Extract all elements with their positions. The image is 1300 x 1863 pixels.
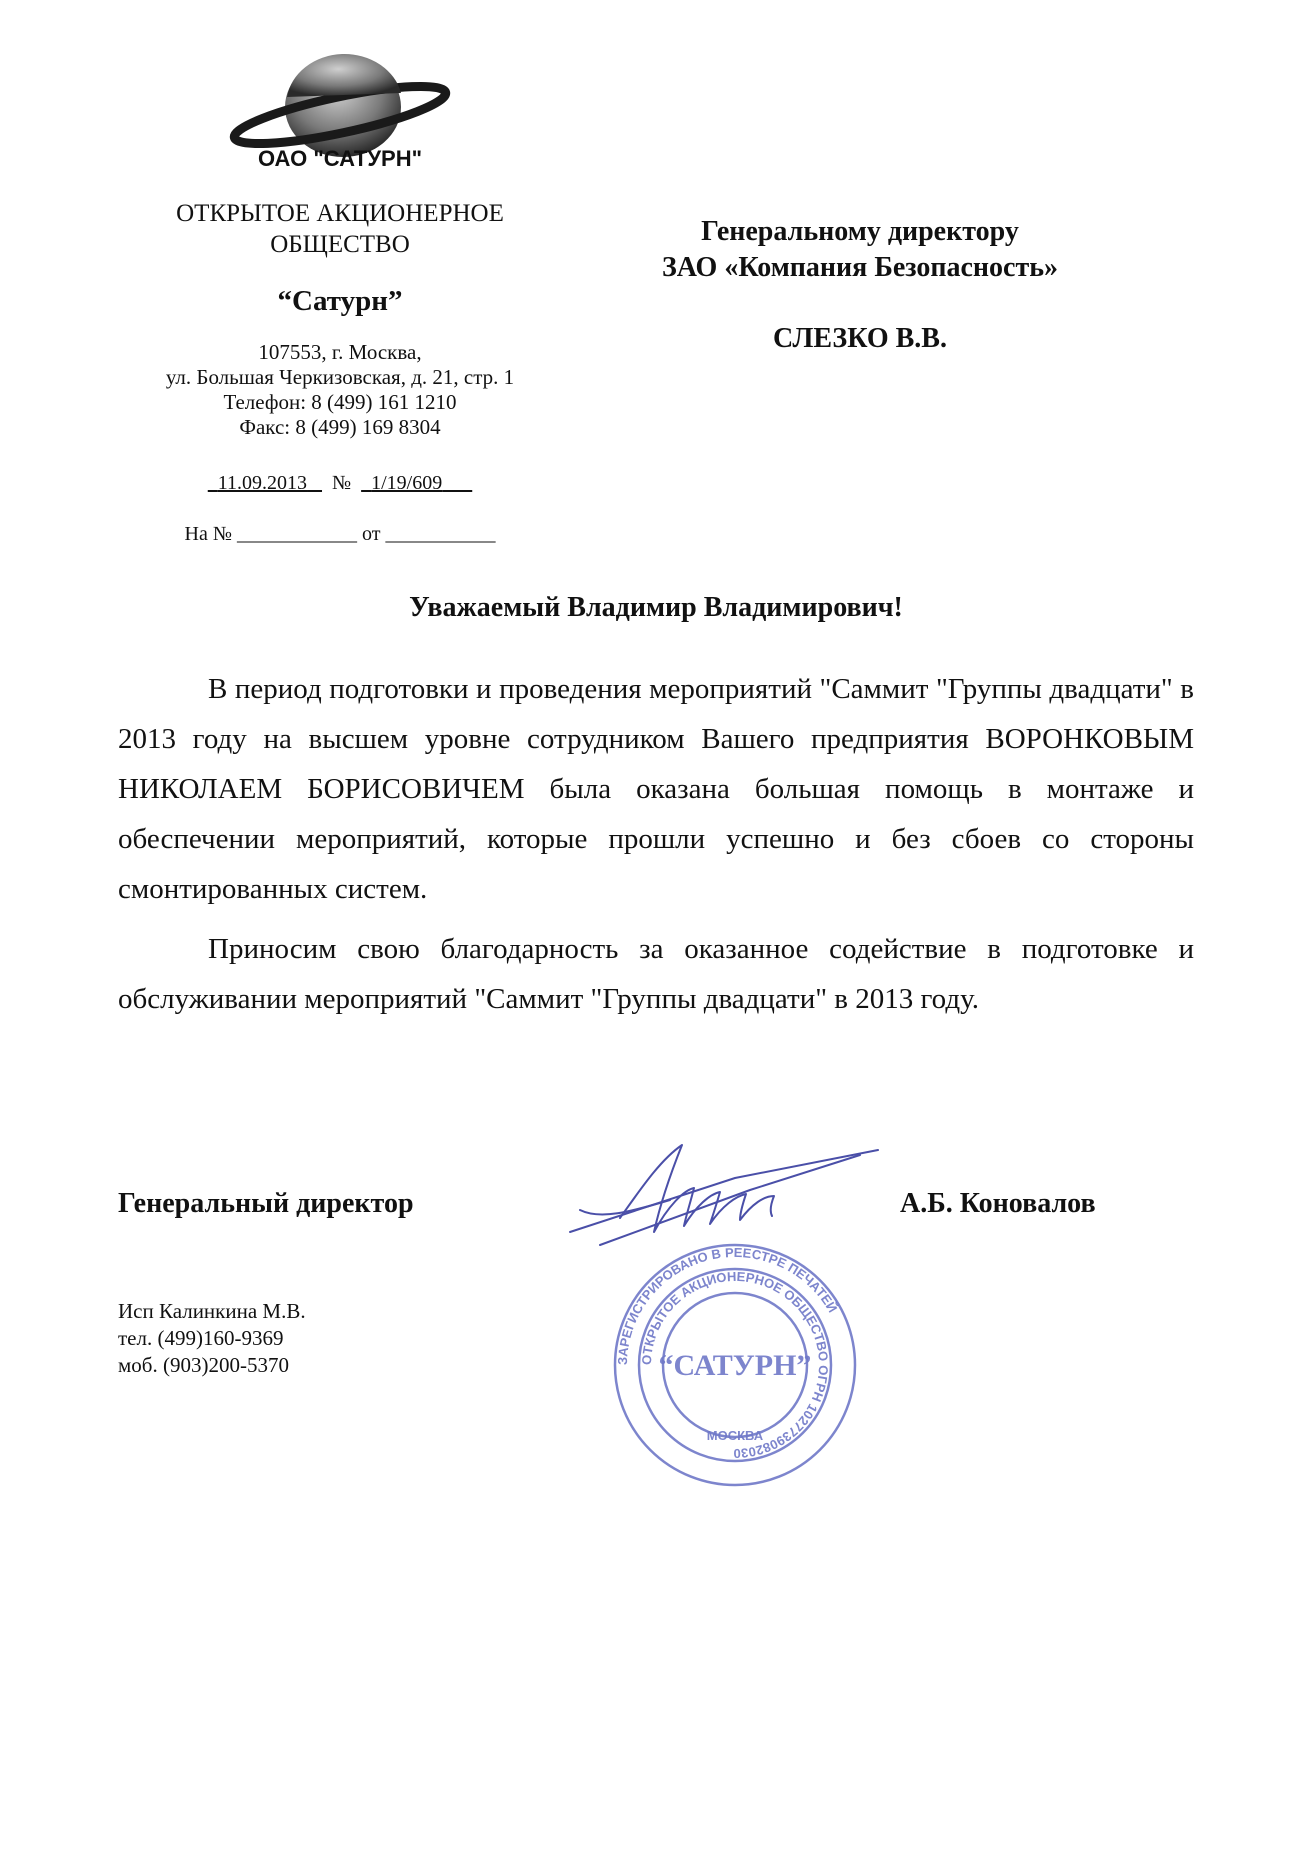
letter-date: 11.09.2013: [217, 472, 308, 494]
fax: Факс: 8 (499) 169 8304: [239, 415, 441, 439]
from-blank: ___________: [385, 523, 496, 545]
org-address: [140, 340, 540, 440]
executor-name: Исп Калинкина М.В.: [118, 1299, 306, 1323]
stamp-ring-text: ОТКРЫТОЕ АКЦИОНЕРНОЕ ОБЩЕСТВО ОГРН 1027739082030: [638, 1268, 832, 1462]
org-type: ОТКРЫТОЕ АКЦИОНЕРНОЕ ОБЩЕСТВО: [176, 200, 504, 258]
org-name: “Сатурн”: [277, 285, 403, 317]
salutation: Уважаемый Владимир Владимирович!: [409, 592, 903, 623]
body-paragraph-1: В период подготовки и проведения мероприятий "Саммит "Группы двадцати" в 2013 году на высшем уровне сотрудником Вашего предприятия ВОРОНКОВЫМ НИКОЛАЕМ БОРИСОВИЧЕМ была оказана большая помощь в монтаже и обеспечении мероприятий, которые прошли успешно и без сбоев со стороны смонтированных систем.: [118, 673, 1194, 905]
reply-label: На №: [184, 523, 232, 545]
stamp-outer-text: ЗАРЕГИСТРИРОВАНО В РЕЕСТРЕ ПЕЧАТЕЙ: [614, 1244, 841, 1366]
signatory-title: Генеральный директор: [118, 1188, 414, 1219]
reply-blank: ____________: [236, 523, 357, 545]
company-stamp-icon: [610, 1240, 860, 1490]
executor-mobile: моб. (903)200-5370: [118, 1353, 289, 1377]
handwritten-signature-icon: [560, 1120, 890, 1270]
executor-info: [118, 1298, 306, 1379]
from-label: от: [361, 523, 381, 545]
number-label: №: [332, 472, 352, 494]
address-line-2: ул. Большая Черкизовская, д. 21, стр. 1: [165, 365, 515, 389]
addressee: [620, 214, 1100, 286]
signatory-name: А.Б. Коновалов: [900, 1188, 1096, 1219]
executor-phone: тел. (499)160-9369: [118, 1326, 284, 1350]
body-paragraph-2: Приносим свою благодарность за оказанное содействие в подготовке и обслуживании мероприятий "Саммит "Группы двадцати" в 2013 году.: [118, 933, 1194, 1015]
addressee-line-1: Генеральному директору: [701, 216, 1019, 247]
logo-text: ОАО "САТУРН": [257, 146, 423, 171]
addressee-line-2: ЗАО «Компания Безопасность»: [661, 252, 1059, 283]
phone: Телефон: 8 (499) 161 1210: [223, 390, 457, 414]
letter-number: 1/19/609: [371, 472, 443, 494]
reply-reference-line: [140, 523, 540, 546]
reference-line: [140, 472, 540, 495]
address-line-1: 107553, г. Москва,: [258, 340, 422, 364]
stamp-center-text: “САТУРН”: [658, 1349, 812, 1382]
addressee-name: СЛЕЗКО В.В.: [773, 323, 947, 354]
stamp-city-text: МОСКВА: [706, 1428, 764, 1443]
